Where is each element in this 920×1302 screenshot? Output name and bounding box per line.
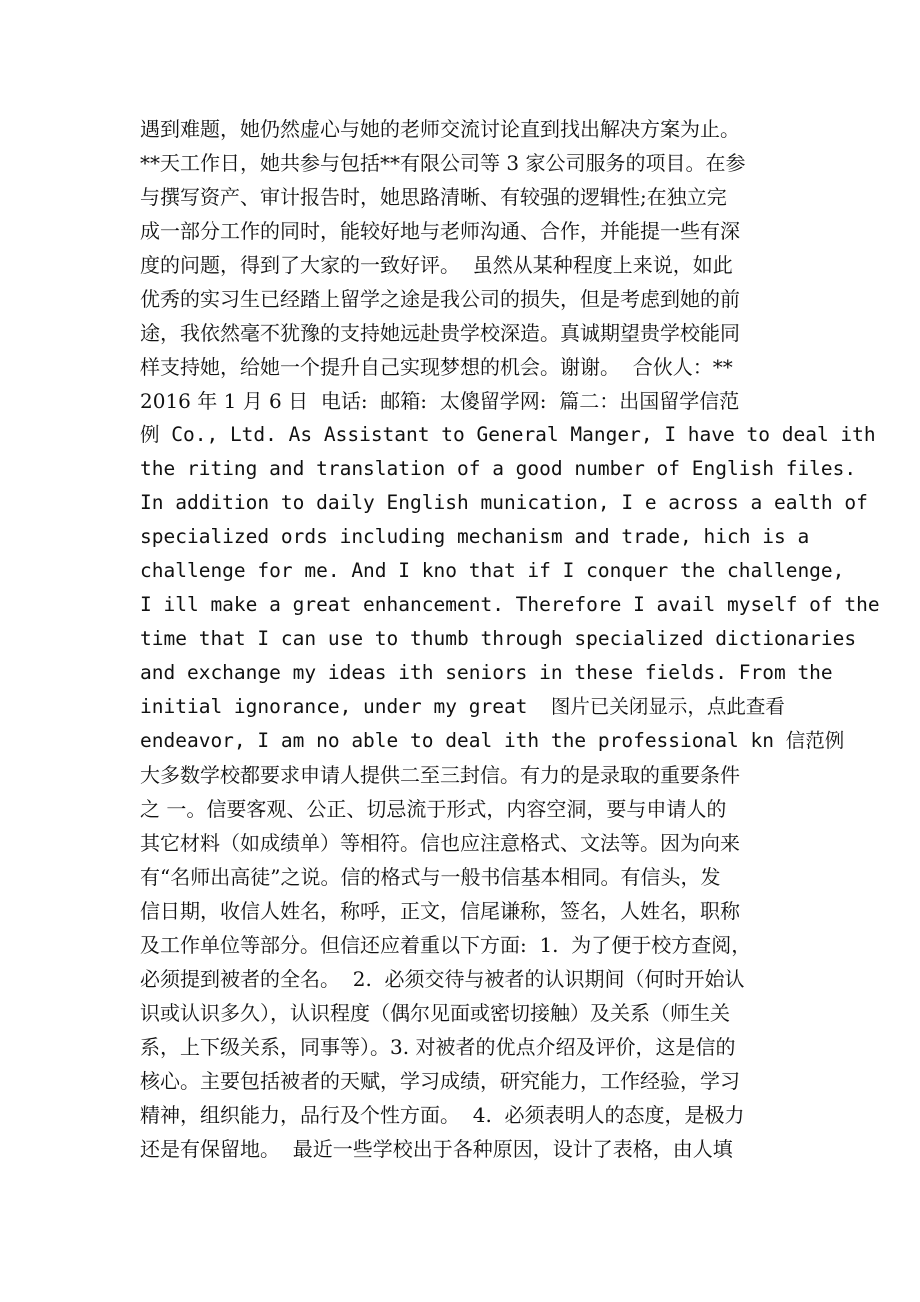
text-line: time that I can use to thumb through specialized dictionaries [140,627,857,650]
text-line: 与撰写资产、审计报告时，她思路清晰、有较强的逻辑性;在独立完 [140,185,727,209]
text-line: 度的问题，得到了大家的一致好评。 虽然从某种程度上来说，如此 [140,253,733,277]
text-line: 途，我依然毫不犹豫的支持她远赴贵学校深造。真诚期望贵学校能同 [140,321,740,345]
text-line: the riting and translation of a good number of English files. [140,457,857,480]
text-line: 识或认识多久），认识程度（偶尔见面或密切接触）及关系（师生关 [140,1001,730,1025]
text-line: I ill make a great enhancement. Therefore I avail myself of the [140,593,880,616]
text-line: 之 一。信要客观、公正、切忌流于形式，内容空洞，要与申请人的 [140,797,727,821]
text-line: 优秀的实习生已经踏上留学之途是我公司的损失，但是考虑到她的前 [140,287,740,311]
text-line: 样支持她，给她一个提升自己实现梦想的机会。谢谢。 合伙人：** [140,355,733,379]
text-line: 核心。主要包括被者的天赋，学习成绩，研究能力，工作经验，学习 [140,1069,740,1093]
text-line: 必须提到被者的全名。 2. 必须交待与被者的认识期间（何时开始认 [140,967,745,991]
body-text [140,112,880,1166]
text-line: 精神，组织能力，品行及个性方面。 4. 必须表明人的态度，是极力 [140,1103,745,1127]
text-line: 2016 年 1 月 6 日 电话: 邮箱: 太傻留学网: 篇二：出国留学信范 [140,389,740,413]
text-line: 大多数学校都要求申请人提供二至三封信。有力的是录取的重要条件 [140,763,740,787]
text-line: 有“名师出高徒”之说。信的格式与一般书信基本相同。有信头，发 [140,865,721,889]
text-line: initial ignorance, under my great 图片已关闭显示，点此查看 [140,695,785,718]
text-line: endeavor, I am no able to deal ith the professional kn 信范例 [140,729,845,752]
text-line: 及工作单位等部分。但信还应着重以下方面: 1. 为了便于校方查阅， [140,933,752,957]
text-line: 遇到难题，她仍然虚心与她的老师交流讨论直到找出解决方案为止。 [140,117,740,141]
text-line: 还是有保留地。 最近一些学校出于各种原因，设计了表格，由人填 [140,1137,733,1161]
text-line: **天工作日，她共参与包括**有限公司等 3 家公司服务的项目。在参 [140,151,746,175]
text-line: challenge for me. And I kno that if I conquer the challenge, [140,559,845,582]
text-line: In addition to daily English munication, I e across a ealth of [140,491,868,514]
text-line: 信日期，收信人姓名，称呼，正文，信尾谦称，签名，人姓名，职称 [140,899,740,923]
text-line: specialized ords including mechanism and trade, hich is a [140,525,810,548]
text-line: 其它材料（如成绩单）等相符。信也应注意格式、文法等。因为向来 [140,831,740,855]
text-line: 例 Co., Ltd. As Assistant to General Manger, I have to deal ith [140,423,876,446]
text-line: 系，上下级关系，同事等）。3. 对被者的优点介绍及评价，这是信的 [140,1035,736,1059]
text-line: and exchange my ideas ith seniors in these fields. From the [140,661,833,684]
text-line: 成一部分工作的同时，能较好地与老师沟通、合作，并能提一些有深 [140,219,740,243]
